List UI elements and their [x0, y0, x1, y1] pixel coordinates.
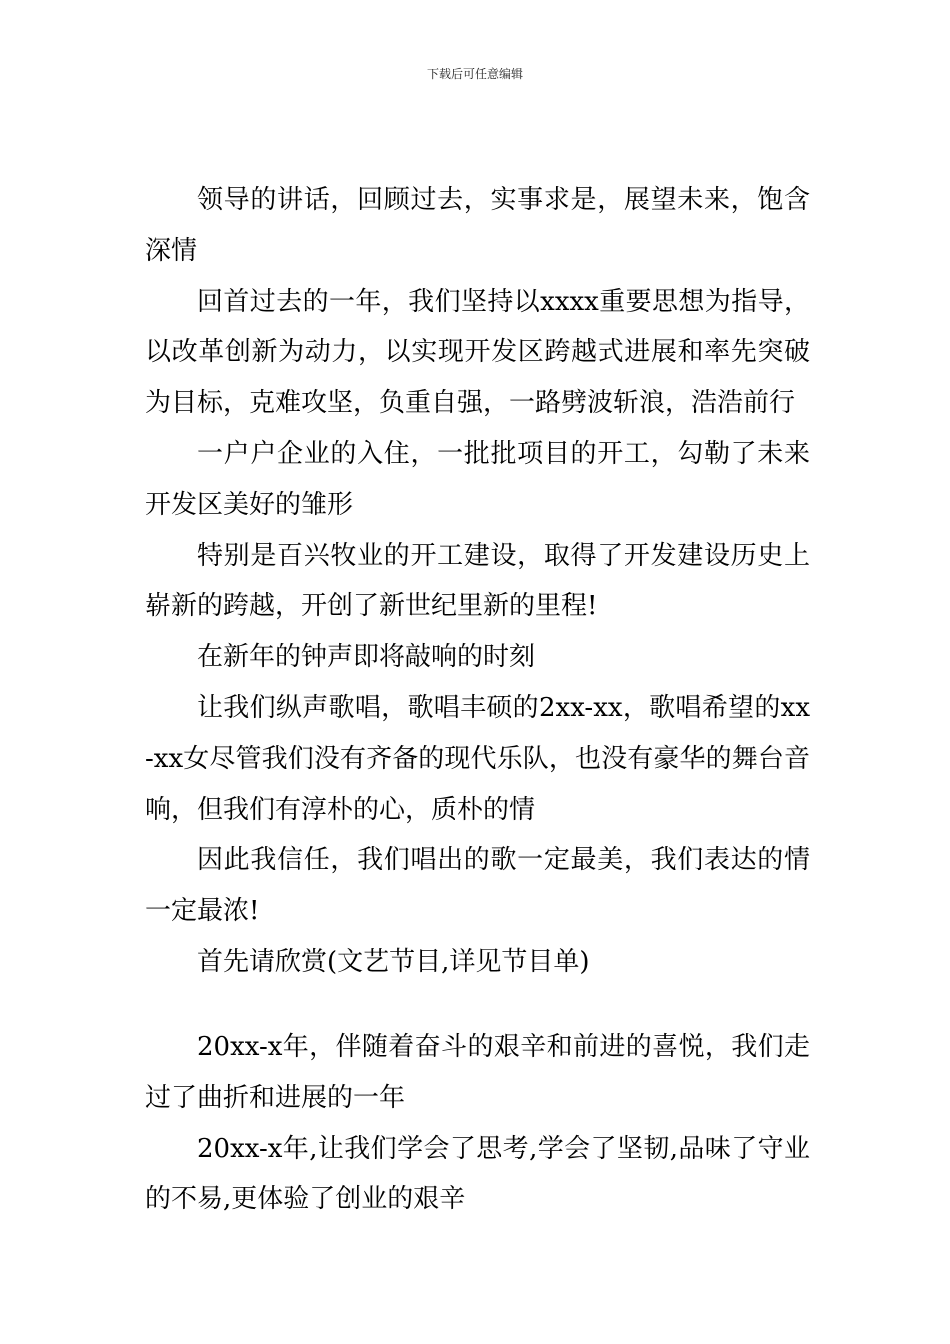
paragraph: 领导的讲话，回顾过去，实事求是，展望未来，饱含深情: [145, 185, 810, 266]
paragraph: 在新年的钟声即将敲响的时刻: [197, 642, 536, 673]
paragraph: 回首过去的一年，我们坚持以xxxx重要思想为指导，以改革创新为动力，以实现开发区跨越式进展和率先突破为目标，克难攻坚，负重自强，一路劈波斩浪，浩浩前行: [145, 286, 810, 419]
body-text-block-1: [145, 175, 810, 988]
body-text-block-2: [145, 1022, 810, 1225]
paragraph: 一户户企业的入住，一批批项目的开工，勾勒了未来开发区美好的雏形: [145, 438, 810, 520]
paragraph: 因此我信任，我们唱出的歌一定最美，我们表达的情一定最浓!: [145, 845, 810, 927]
paragraph: 让我们纵声歌唱，歌唱丰硕的2xx-xx，歌唱希望的xx-xx女尽管我们没有齐备的现代乐队，也没有豪华的舞台音响，但我们有淳朴的心，质朴的情: [145, 692, 810, 825]
paragraph: 20xx-x年,让我们学会了思考,学会了坚韧,品味了守业的不易,更体验了创业的艰辛: [145, 1133, 810, 1215]
paragraph: 首先请欣赏(文艺节目,详见节目单): [197, 946, 590, 977]
paragraph: 20xx-x年，伴随着奋斗的艰辛和前进的喜悦，我们走过了曲折和进展的一年: [145, 1032, 810, 1113]
page-header: 下载后可任意编辑: [426, 67, 523, 81]
paragraph: 特别是百兴牧业的开工建设，取得了开发建设历史上崭新的跨越，开创了新世纪里新的里程!: [145, 540, 810, 622]
